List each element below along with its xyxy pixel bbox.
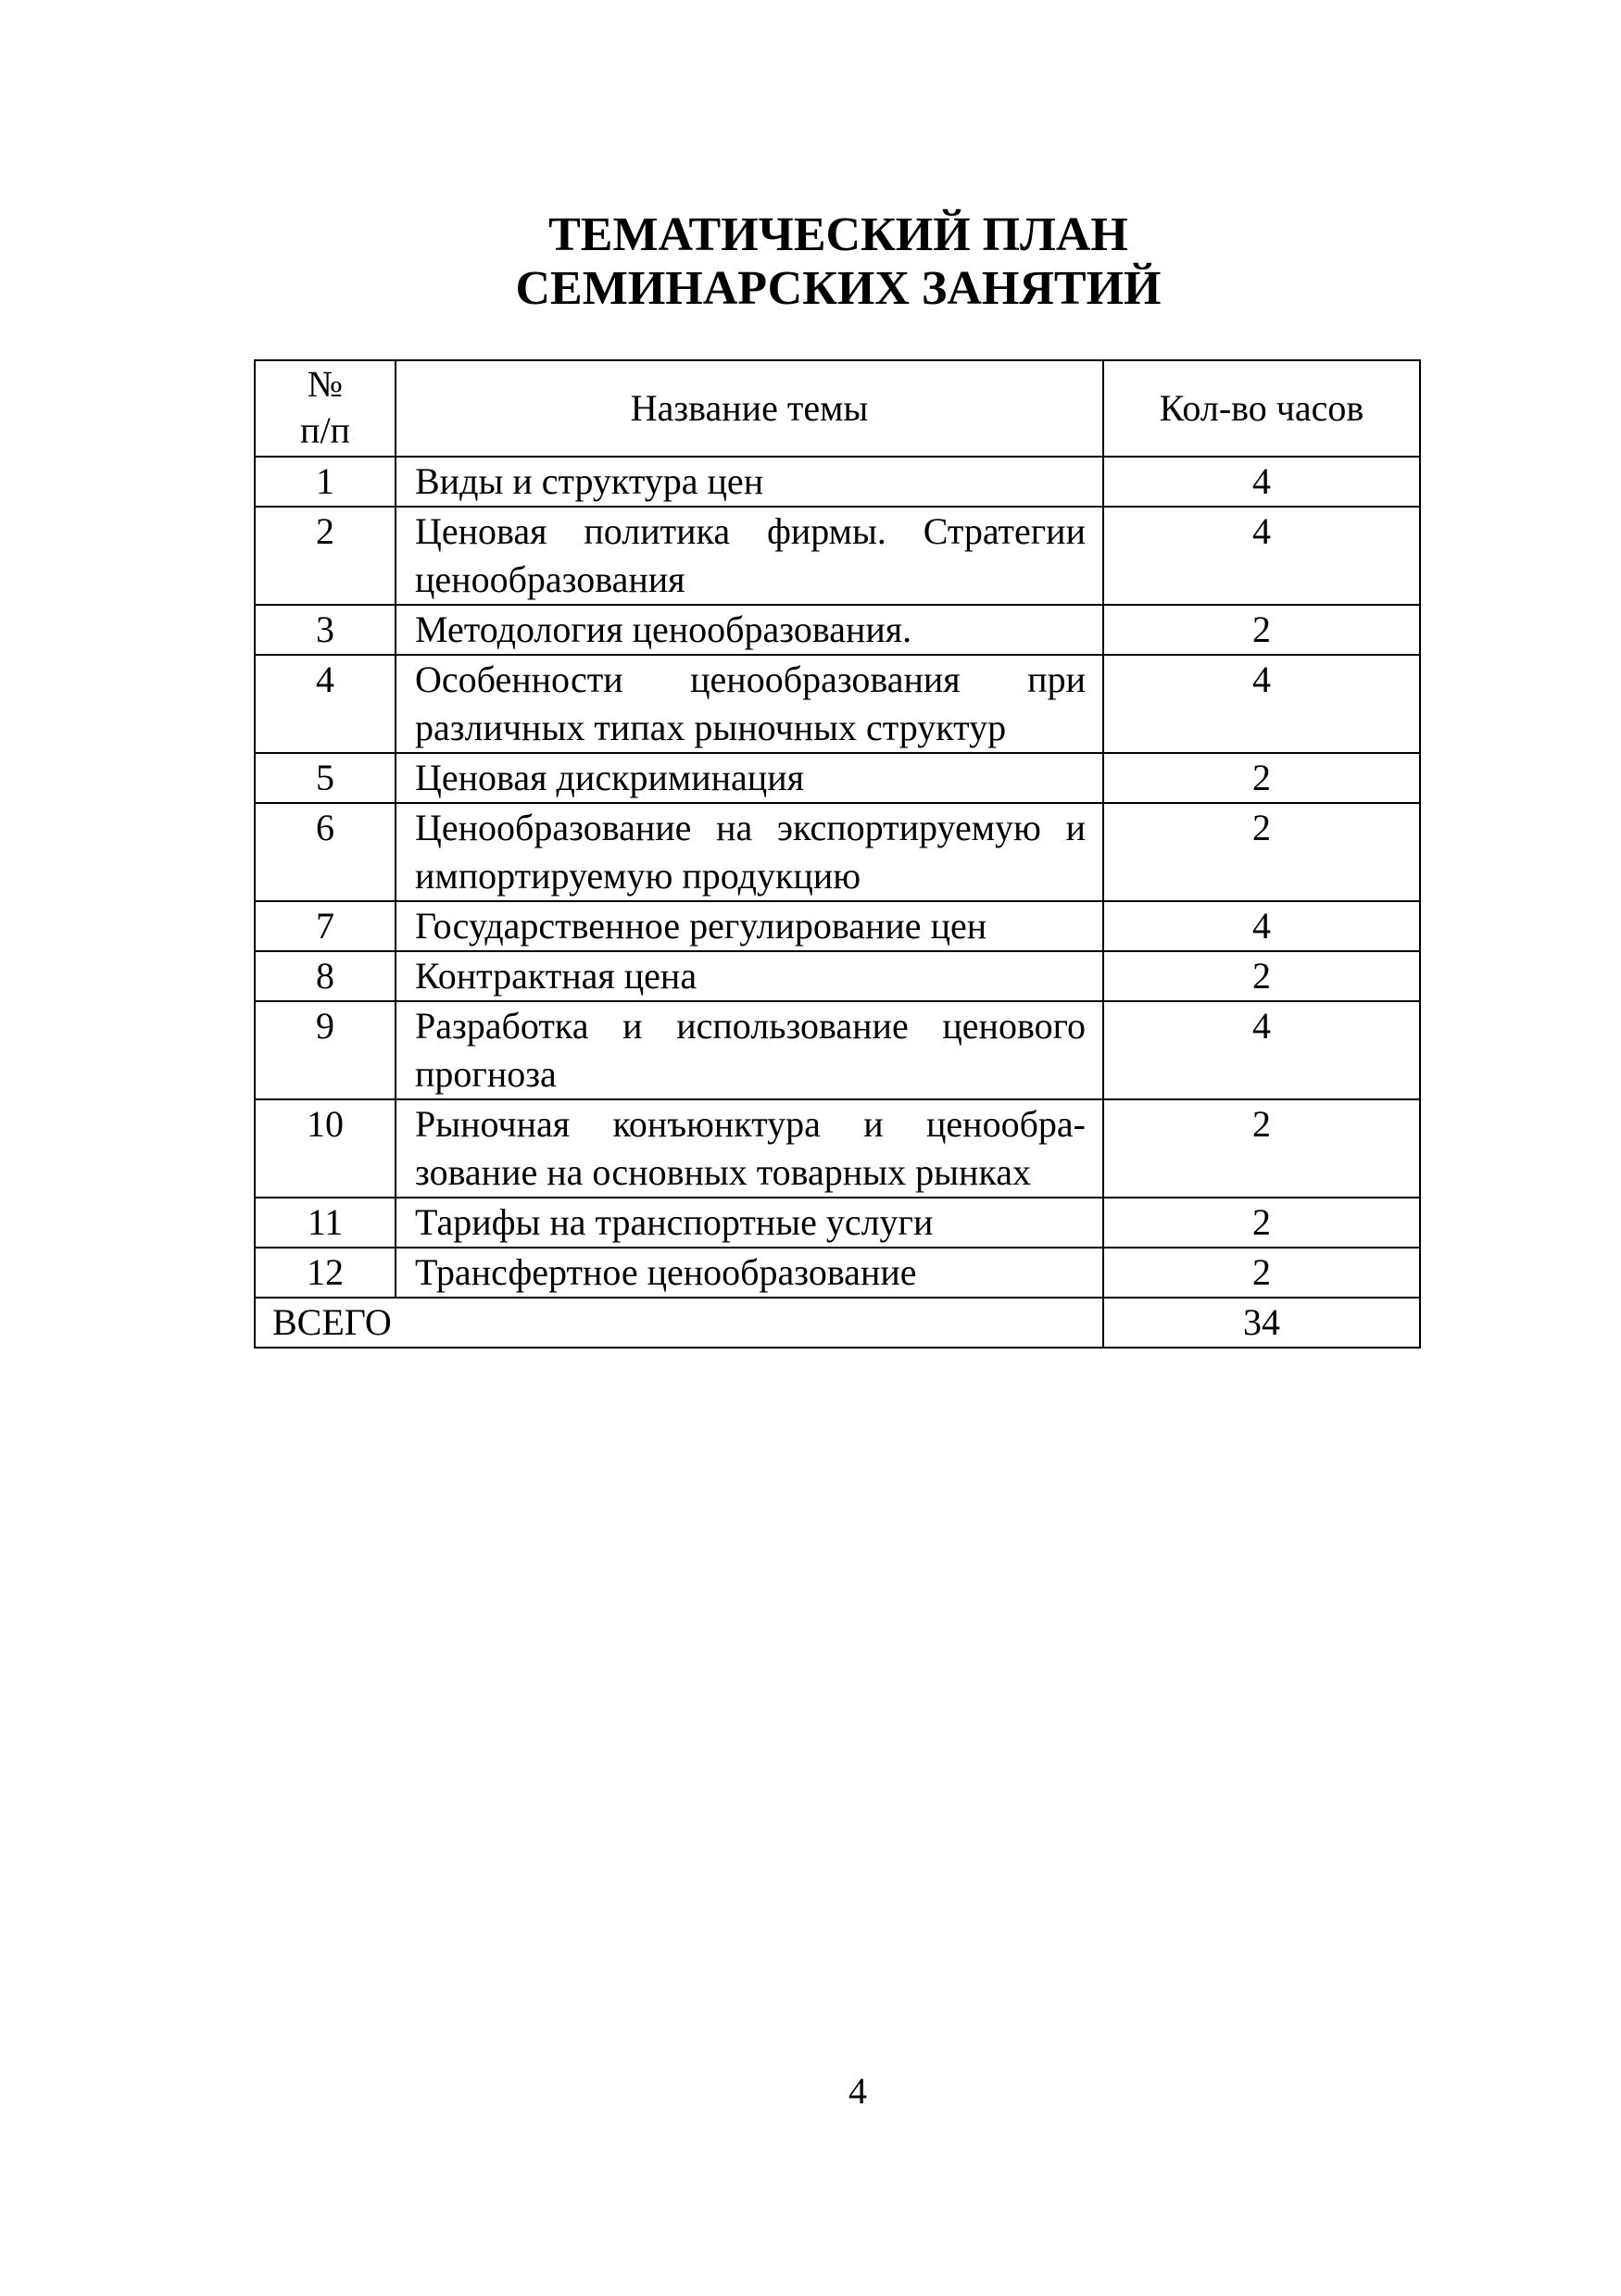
table-row <box>255 605 1420 655</box>
header-topic: Название темы <box>396 360 1103 457</box>
row-topic: Методология ценообразования. <box>396 605 1103 655</box>
row-topic: Контрактная цена <box>396 951 1103 1001</box>
table-row <box>255 753 1420 803</box>
row-hours: 2 <box>1103 605 1420 655</box>
row-number: 3 <box>255 605 396 655</box>
table-row <box>255 1198 1420 1248</box>
table-row <box>255 1099 1420 1198</box>
table-row <box>255 951 1420 1001</box>
table-row <box>255 1001 1420 1099</box>
total-hours: 34 <box>1103 1298 1420 1348</box>
header-number-abbrev: п/п <box>300 409 350 451</box>
total-label: ВСЕГО <box>255 1298 1103 1348</box>
row-topic: Трансфертное ценообразование <box>396 1248 1103 1298</box>
row-hours: 4 <box>1103 457 1420 507</box>
document-title-line-1: ТЕМАТИЧЕСКИЙ ПЛАН <box>548 208 1128 261</box>
row-hours: 2 <box>1103 1099 1420 1198</box>
row-topic: Ценообразование на экспортируемую и импортируемую продукцию <box>396 803 1103 901</box>
row-number: 5 <box>255 753 396 803</box>
row-topic: Разработка и использование ценового прогноза <box>396 1001 1103 1099</box>
table-row <box>255 803 1420 901</box>
row-hours: 4 <box>1103 1001 1420 1099</box>
row-topic: Рыночная конъюнктура и ценообра-зование на основных товарных рынках <box>396 1099 1103 1198</box>
row-topic: Государственное регулирование цен <box>396 901 1103 951</box>
row-number: 10 <box>255 1099 396 1198</box>
table-row <box>255 901 1420 951</box>
header-hours: Кол-во часов <box>1103 360 1420 457</box>
table-row <box>255 655 1420 753</box>
table-header-row <box>255 360 1420 457</box>
header-number <box>255 360 396 457</box>
row-number: 8 <box>255 951 396 1001</box>
row-hours: 2 <box>1103 1248 1420 1298</box>
seminar-plan-table <box>254 359 1421 1349</box>
row-topic: Тарифы на транспортные услуги <box>396 1198 1103 1248</box>
row-number: 11 <box>255 1198 396 1248</box>
header-number-symbol: № <box>307 363 344 405</box>
row-number: 4 <box>255 655 396 753</box>
row-hours: 4 <box>1103 901 1420 951</box>
row-topic: Ценовая дискриминация <box>396 753 1103 803</box>
row-hours: 4 <box>1103 655 1420 753</box>
row-hours: 2 <box>1103 951 1420 1001</box>
table-row <box>255 507 1420 605</box>
page-number: 4 <box>848 2070 867 2112</box>
row-hours: 4 <box>1103 507 1420 605</box>
row-topic: Ценовая политика фирмы. Стратегии ценообразования <box>396 507 1103 605</box>
table-total-row <box>255 1298 1420 1348</box>
row-topic: Виды и структура цен <box>396 457 1103 507</box>
row-number: 7 <box>255 901 396 951</box>
row-number: 12 <box>255 1248 396 1298</box>
row-hours: 2 <box>1103 1198 1420 1248</box>
document-title-line-2: СЕМИНАРСКИХ ЗАНЯТИЙ <box>515 262 1162 315</box>
row-hours: 2 <box>1103 753 1420 803</box>
row-number: 6 <box>255 803 396 901</box>
table-row <box>255 457 1420 507</box>
row-number: 9 <box>255 1001 396 1099</box>
row-topic: Особенности ценообразования при различных типах рыночных структур <box>396 655 1103 753</box>
table-row <box>255 1248 1420 1298</box>
row-hours: 2 <box>1103 803 1420 901</box>
row-number: 2 <box>255 507 396 605</box>
row-number: 1 <box>255 457 396 507</box>
